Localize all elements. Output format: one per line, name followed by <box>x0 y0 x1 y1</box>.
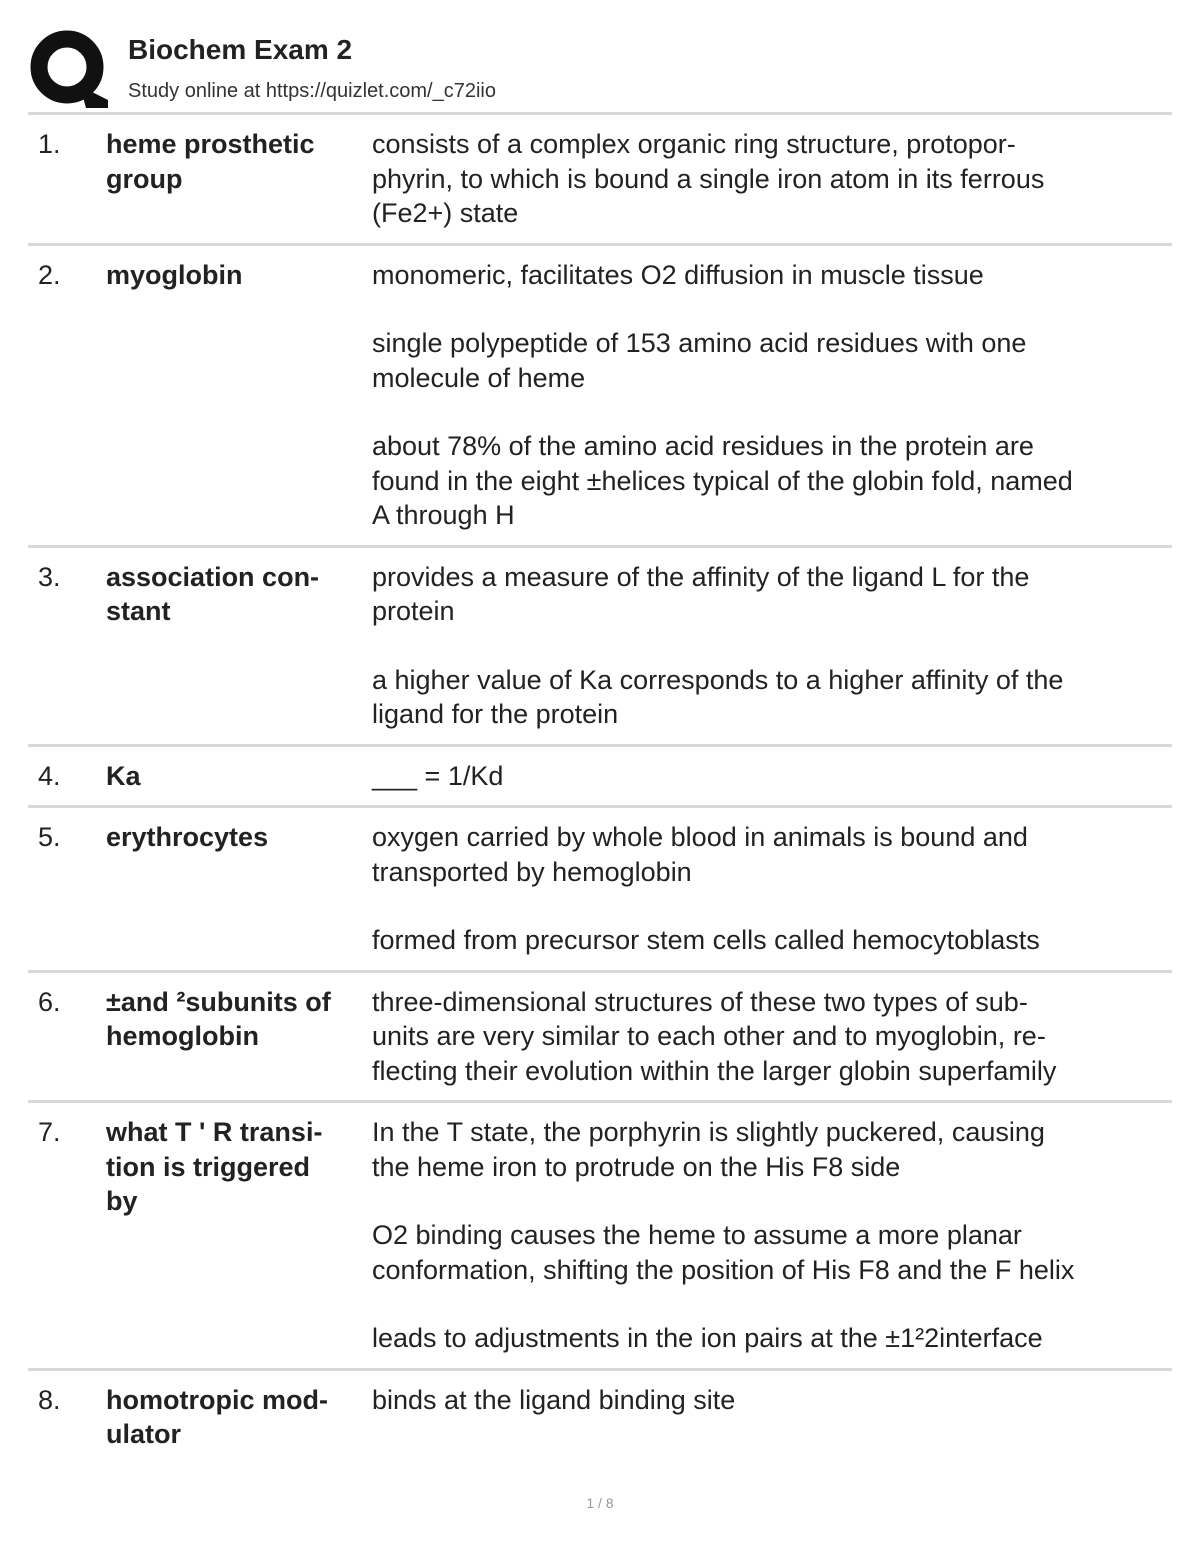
definition-line: transported by hemoglobin <box>372 856 692 887</box>
card-term <box>106 759 372 794</box>
card-number: 6. <box>38 986 61 1017</box>
set-title: Biochem Exam 2 <box>128 34 353 65</box>
card-definition <box>372 759 1172 794</box>
definition-line: three-dimensional structures of these two types of sub- <box>372 986 1028 1017</box>
flashcard-row <box>28 112 1172 243</box>
card-term <box>106 1383 372 1452</box>
term-line: stant <box>106 596 171 626</box>
page-indicator: 1 / 8 <box>586 1495 614 1511</box>
definition-paragraph <box>372 923 1172 958</box>
term-line: ±and ²subunits of <box>106 986 331 1017</box>
card-number: 5. <box>38 822 61 852</box>
card-definition <box>372 127 1172 231</box>
definition-line: leads to adjustments in the ion pairs at the ±1²2interface <box>372 1323 1043 1353</box>
card-term <box>106 560 372 732</box>
flashcard-list <box>28 112 1172 1464</box>
term-line: heme prosthetic <box>106 129 315 159</box>
card-term <box>106 127 372 231</box>
definition-paragraph <box>372 326 1172 395</box>
definition-paragraph <box>372 1383 1172 1418</box>
term-line: association con- <box>106 561 320 592</box>
card-term <box>106 1115 372 1356</box>
definition-line: units are very similar to each other and to myoglobin, re- <box>372 1021 1046 1051</box>
flashcard-row <box>28 970 1172 1101</box>
definition-line: O2 binding causes the heme to assume a more planar <box>372 1220 1022 1250</box>
card-definition <box>372 1383 1172 1452</box>
page-header <box>30 30 1172 110</box>
definition-paragraph <box>372 127 1172 231</box>
definition-line: In the T state, the porphyrin is slightly puckered, causing <box>372 1117 1045 1147</box>
definition-paragraph <box>372 663 1172 732</box>
term-line: erythrocytes <box>106 822 269 852</box>
term-line: homotropic mod- <box>106 1384 328 1415</box>
definition-paragraph <box>372 560 1172 629</box>
term-line: hemoglobin <box>106 1021 259 1051</box>
term-line: what T ' R transi- <box>106 1117 323 1147</box>
definition-line: protein <box>372 596 455 626</box>
flashcard-row <box>28 805 1172 970</box>
study-link[interactable]: Study online at https://quizlet.com/_c72iio <box>128 80 496 102</box>
card-term <box>106 985 372 1089</box>
card-number: 3. <box>38 561 61 592</box>
quizlet-logo-icon <box>30 30 108 108</box>
card-number: 4. <box>38 760 61 791</box>
term-line: tion is triggered <box>106 1151 311 1182</box>
flashcard-row <box>28 1368 1172 1464</box>
card-definition <box>372 985 1172 1089</box>
definition-paragraph <box>372 759 1172 794</box>
definition-paragraph <box>372 820 1172 889</box>
definition-line: binds at the ligand binding site <box>372 1384 736 1415</box>
definition-paragraph <box>372 1218 1172 1287</box>
definition-paragraph <box>372 1321 1172 1356</box>
definition-line: flecting their evolution within the larger globin superfamily <box>372 1055 1057 1086</box>
card-definition <box>372 258 1172 533</box>
card-definition <box>372 1115 1172 1356</box>
card-number: 7. <box>38 1117 61 1147</box>
flashcard-row <box>28 243 1172 545</box>
term-line: ulator <box>106 1419 182 1449</box>
card-number: 8. <box>38 1384 61 1415</box>
definition-line: ___ = 1/Kd <box>372 760 504 791</box>
definition-line: conformation, shifting the position of His F8 and the F helix <box>372 1254 1075 1285</box>
flashcard-row <box>28 1100 1172 1368</box>
definition-line: formed from precursor stem cells called hemocytoblasts <box>372 925 1040 955</box>
term-line: group <box>106 163 183 194</box>
definition-line: the heme iron to protrude on the His F8 side <box>372 1151 901 1182</box>
definition-paragraph <box>372 1115 1172 1184</box>
definition-line: ligand for the protein <box>372 699 619 729</box>
card-number: 1. <box>38 129 61 159</box>
card-definition <box>372 560 1172 732</box>
definition-line: a higher value of Ka corresponds to a higher affinity of the <box>372 664 1064 695</box>
flashcard-row <box>28 744 1172 806</box>
definition-line: A through H <box>372 500 515 530</box>
definition-line: oxygen carried by whole blood in animals is bound and <box>372 822 1028 852</box>
term-line: myoglobin <box>106 259 243 290</box>
definition-paragraph <box>372 985 1172 1089</box>
definition-line: (Fe2+) state <box>372 198 519 228</box>
definition-line: provides a measure of the affinity of the ligand L for the <box>372 561 1030 592</box>
term-line: by <box>106 1186 138 1216</box>
card-term <box>106 820 372 958</box>
definition-line: phyrin, to which is bound a single iron atom in its ferrous <box>372 163 1045 194</box>
term-line: Ka <box>106 760 141 791</box>
card-term <box>106 258 372 533</box>
definition-line: about 78% of the amino acid residues in the protein are <box>372 431 1034 461</box>
definition-line: single polypeptide of 153 amino acid residues with one <box>372 328 1027 358</box>
card-number: 2. <box>38 259 61 290</box>
definition-paragraph <box>372 258 1172 293</box>
definition-line: monomeric, facilitates O2 diffusion in muscle tissue <box>372 259 984 290</box>
definition-line: consists of a complex organic ring structure, protopor- <box>372 129 1016 159</box>
definition-line: found in the eight ±helices typical of the globin fold, named <box>372 465 1073 496</box>
flashcard-row <box>28 545 1172 744</box>
definition-paragraph <box>372 429 1172 533</box>
definition-line: molecule of heme <box>372 362 586 393</box>
card-definition <box>372 820 1172 958</box>
